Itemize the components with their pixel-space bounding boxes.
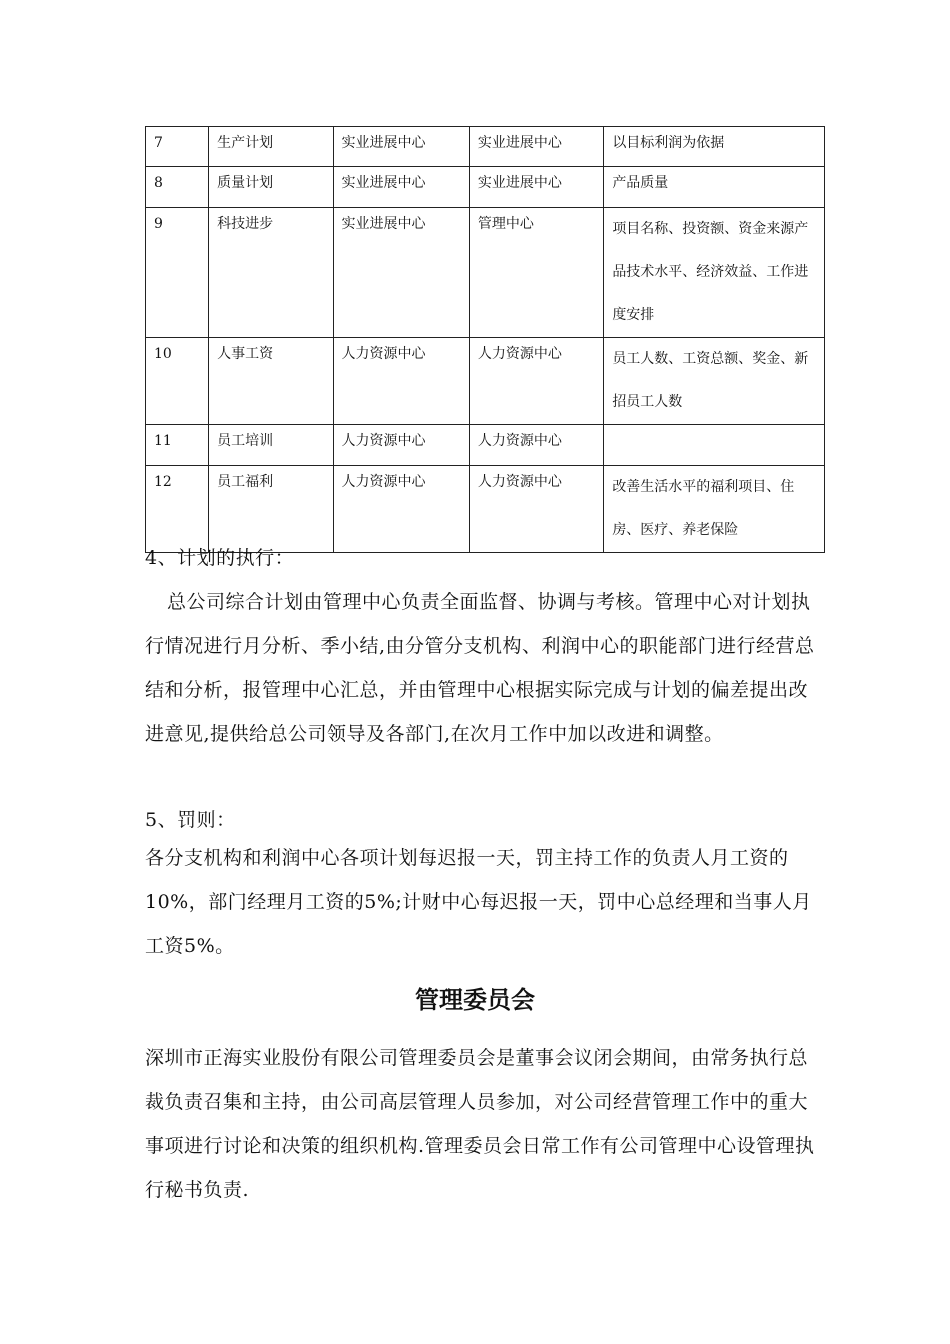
plan-item: 员工培训 (209, 425, 333, 466)
plan-content: 员工人数、工资总额、奖金、新招员工人数 (604, 338, 825, 425)
review-dept: 实业进展中心 (469, 167, 603, 208)
committee-heading: 管理委员会 (415, 986, 535, 1014)
table-row (146, 338, 825, 425)
section-4-title: 4、计划的执行： (145, 547, 295, 569)
prepare-dept: 实业进展中心 (333, 208, 469, 338)
table-row (146, 167, 825, 208)
plan-item: 员工福利 (209, 466, 333, 553)
review-dept: 人力资源中心 (469, 338, 603, 425)
row-number: 9 (146, 208, 209, 338)
prepare-dept: 人力资源中心 (333, 338, 469, 425)
review-dept: 实业进展中心 (469, 127, 603, 167)
plan-content (604, 425, 825, 466)
section-4-body: 总公司综合计划由管理中心负责全面监督、协调与考核。管理中心对计划执行情况进行月分析、季小结,由分管分支机构、利润中心的职能部门进行经营总结和分析，报管理中心汇总，并由管理中心根据实际完成与计划的偏差提出改进意见,提供给总公司领导及各部门,在次月工作中加以改进和调整。 (145, 591, 815, 745)
row-number: 8 (146, 167, 209, 208)
review-dept: 人力资源中心 (469, 466, 603, 553)
prepare-dept: 实业进展中心 (333, 127, 469, 167)
review-dept: 管理中心 (469, 208, 603, 338)
table-row (146, 208, 825, 338)
table-row (146, 425, 825, 466)
plan-item: 质量计划 (209, 167, 333, 208)
plan-content: 产品质量 (604, 167, 825, 208)
plan-content: 改善生活水平的福利项目、住房、医疗、养老保险 (604, 466, 825, 553)
plan-item: 人事工资 (209, 338, 333, 425)
row-number: 11 (146, 425, 209, 466)
row-number: 7 (146, 127, 209, 167)
plan-content: 以目标利润为依据 (604, 127, 825, 167)
row-number: 10 (146, 338, 209, 425)
prepare-dept: 人力资源中心 (333, 425, 469, 466)
section-5-title: 5、罚则： (145, 809, 236, 831)
plan-item: 生产计划 (209, 127, 333, 167)
review-dept: 人力资源中心 (469, 425, 603, 466)
committee-body: 深圳市正海实业股份有限公司管理委员会是董事会议闭会期间，由常务执行总裁负责召集和主持，由公司高层管理人员参加，对公司经营管理工作中的重大事项进行讨论和决策的组织机构.管理委员会日常工作有公司管理中心设管理执行秘书负责. (145, 1047, 815, 1201)
plan-item: 科技进步 (209, 208, 333, 338)
table-row (146, 127, 825, 167)
prepare-dept: 人力资源中心 (333, 466, 469, 553)
plan-table (145, 126, 825, 553)
section-5-body: 各分支机构和利润中心各项计划每迟报一天，罚主持工作的负责人月工资的10%，部门经理月工资的5%;计财中心每迟报一天，罚中心总经理和当事人月工资5%。 (145, 847, 812, 957)
prepare-dept: 实业进展中心 (333, 167, 469, 208)
row-number: 12 (146, 466, 209, 553)
plan-content: 项目名称、投资额、资金来源产品技术水平、经济效益、工作进度安排 (604, 208, 825, 338)
